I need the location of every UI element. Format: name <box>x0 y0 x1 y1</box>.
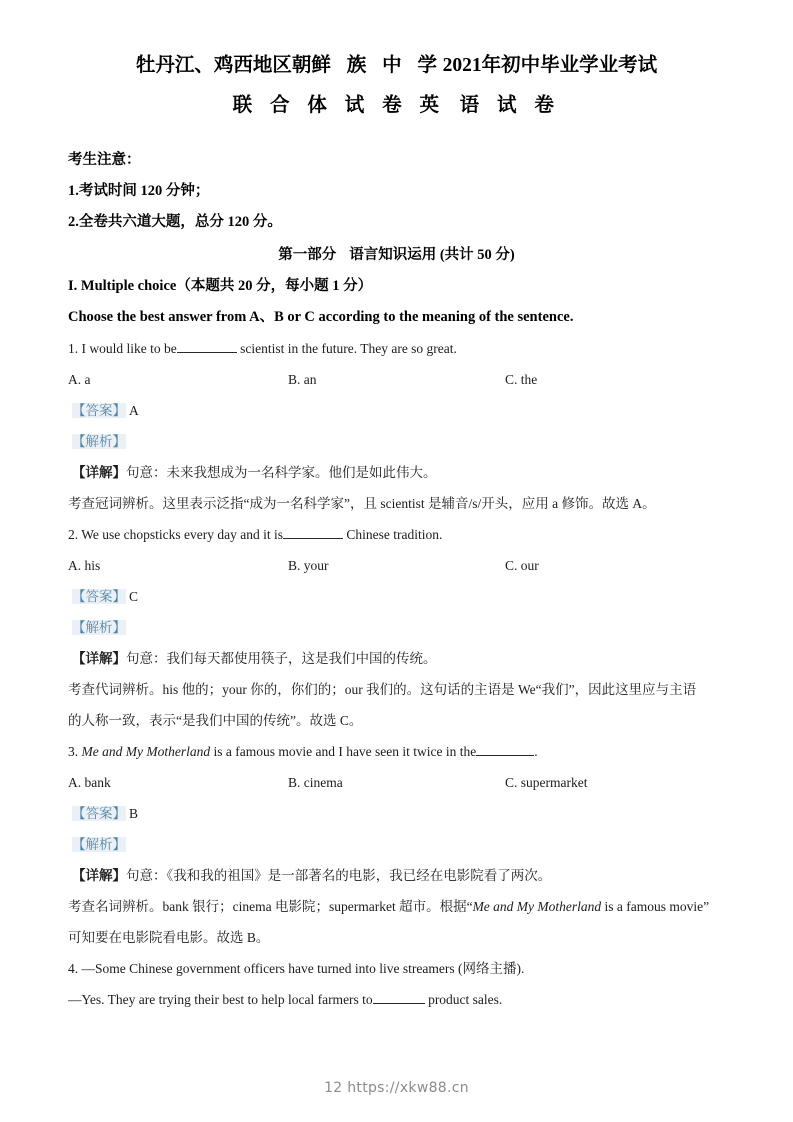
question-3-option-c[interactable]: C. supermarket <box>505 775 588 790</box>
question-2-option-c[interactable]: C. our <box>505 558 539 573</box>
question-4-stem-line-2 <box>68 984 725 1015</box>
part-score: (共计 50 分) <box>439 247 515 263</box>
question-3-stem-number: 3. <box>68 744 82 759</box>
detail-tag: 【详解】 <box>72 868 126 883</box>
question-2-explanation-line-2: 的人称一致，表示“是我们中国的传统”。故选 C。 <box>68 713 363 728</box>
question-1-option-a[interactable]: A. a <box>68 372 91 387</box>
question-2-blank <box>283 538 343 539</box>
question-3-explanation-pre: 考查名词辨析。bank 银行；cinema 电影院；supermarket 超市。根据“ <box>68 899 473 914</box>
question-1-answer-line <box>68 395 725 426</box>
question-3-stem-mid: is a famous movie and I have seen it twice in the <box>210 744 477 759</box>
question-3-stem-movie-title: Me and My Motherland <box>81 744 211 759</box>
question-1-detail <box>68 457 725 488</box>
question-2-detail <box>68 643 725 674</box>
question-3-stem <box>68 736 725 767</box>
question-3-blank <box>476 755 534 756</box>
question-1-option-b[interactable]: B. an <box>288 372 317 387</box>
question-3-explanation-movie-title: Me and My Motherland <box>472 899 602 914</box>
question-3-option-a[interactable]: A. bank <box>68 775 111 790</box>
detail-tag: 【详解】 <box>72 651 126 666</box>
analysis-tag: 【解析】 <box>72 837 126 852</box>
question-1-stem-before: 1. I would like to be <box>68 341 177 356</box>
document-title-line-1 <box>68 0 725 76</box>
question-1-blank <box>177 352 237 353</box>
question-3-options <box>68 767 725 798</box>
question-1-detail-text: 句意：未来我想成为一名科学家。他们是如此伟大。 <box>126 465 437 480</box>
question-1-answer-value: A <box>129 403 139 418</box>
question-3-option-b[interactable]: B. cinema <box>288 775 343 790</box>
question-2-stem-after: Chinese tradition. <box>346 527 443 542</box>
title-segment-school-name: 鲜 族 中 学 <box>311 55 443 76</box>
question-4-blank <box>373 1003 425 1004</box>
notice-heading: 考生注意： <box>68 152 141 168</box>
notice-item-2: 2.全卷共六道大题，总分 120 分。 <box>68 214 282 230</box>
question-3-explanation-line-1 <box>68 891 725 922</box>
question-2-stem <box>68 519 725 550</box>
analysis-tag: 【解析】 <box>72 620 126 635</box>
question-3-stem-after: . <box>534 744 538 759</box>
answer-tag: 【答案】 <box>72 403 126 418</box>
answer-tag: 【答案】 <box>72 589 126 604</box>
question-2-option-a[interactable]: A. his <box>68 558 101 573</box>
question-4-stem-line-2-before: —Yes. They are trying their best to help local farmers to <box>68 992 373 1007</box>
title-segment-exam-year: 2021年初中毕业学业考试 <box>442 55 658 76</box>
question-3-detail-text: 句意：《我和我的祖国》是一部著名的电影，我已经在电影院看了两次。 <box>126 868 552 883</box>
question-3-explanation-line-2: 可知要在电影院看电影。故选 B。 <box>68 930 270 945</box>
part-label: 第一部分 <box>278 247 337 263</box>
question-2-options <box>68 550 725 581</box>
page-footer: 12 https://xkw88.cn <box>324 1080 469 1096</box>
question-1-explanation: 考查冠词辨析。这里表示泛指“成为一名科学家”，且 scientist 是辅音/s/开头，应用 a 修饰。故选 A。 <box>68 496 656 511</box>
analysis-tag: 【解析】 <box>72 434 126 449</box>
question-2-explanation-line-1: 考查代词辨析。his 他的；your 你的，你们的；our 我们的。这句话的主语是 We“我们”，因此这里应与主语 <box>68 682 697 697</box>
title-segment-subject: 语 试 卷 <box>459 94 561 116</box>
question-1-stem-after: scientist in the future. They are so great. <box>240 341 457 356</box>
question-2-option-b[interactable]: B. your <box>288 558 329 573</box>
section-heading-multiple-choice: I. Multiple choice（本题共 20 分，每小题 1 分） <box>68 278 373 294</box>
question-3-answer-line <box>68 798 725 829</box>
detail-tag: 【详解】 <box>72 465 126 480</box>
question-2-detail-text: 句意：我们每天都使用筷子，这是我们中国的传统。 <box>126 651 437 666</box>
question-3-detail <box>68 860 725 891</box>
part-name: 语言知识运用 <box>349 247 437 263</box>
question-3-analysis-line <box>68 829 725 860</box>
part-one-heading <box>68 240 725 271</box>
candidate-notice <box>68 145 725 238</box>
question-2-answer-line <box>68 581 725 612</box>
question-3-answer-value: B <box>129 806 139 821</box>
question-1-analysis-line <box>68 426 725 457</box>
question-1-option-c[interactable]: C. the <box>505 372 538 387</box>
answer-tag: 【答案】 <box>72 806 126 821</box>
section-instruction: Choose the best answer from A、B or C according to the meaning of the sentence. <box>68 309 574 325</box>
question-1-options <box>68 364 725 395</box>
title-segment-school-region: 牡丹江、鸡西地区朝 <box>135 55 312 76</box>
question-3-explanation-post: is a famous movie” <box>601 899 710 914</box>
notice-item-1: 1.考试时间 120 分钟； <box>68 183 210 199</box>
question-2-analysis-line <box>68 612 725 643</box>
question-4-stem-line-2-after: product sales. <box>428 992 503 1007</box>
question-2-stem-before: 2. We use chopsticks every day and it is <box>68 527 283 542</box>
question-1-stem <box>68 333 725 364</box>
title-segment-union-paper: 联 合 体 试 卷 英 <box>232 94 446 116</box>
document-title-line-2 <box>68 76 725 116</box>
question-2-answer-value: C <box>129 589 139 604</box>
question-4-stem-line-1: 4. —Some Chinese government officers have turned into live streamers (网络主播). <box>68 961 525 976</box>
